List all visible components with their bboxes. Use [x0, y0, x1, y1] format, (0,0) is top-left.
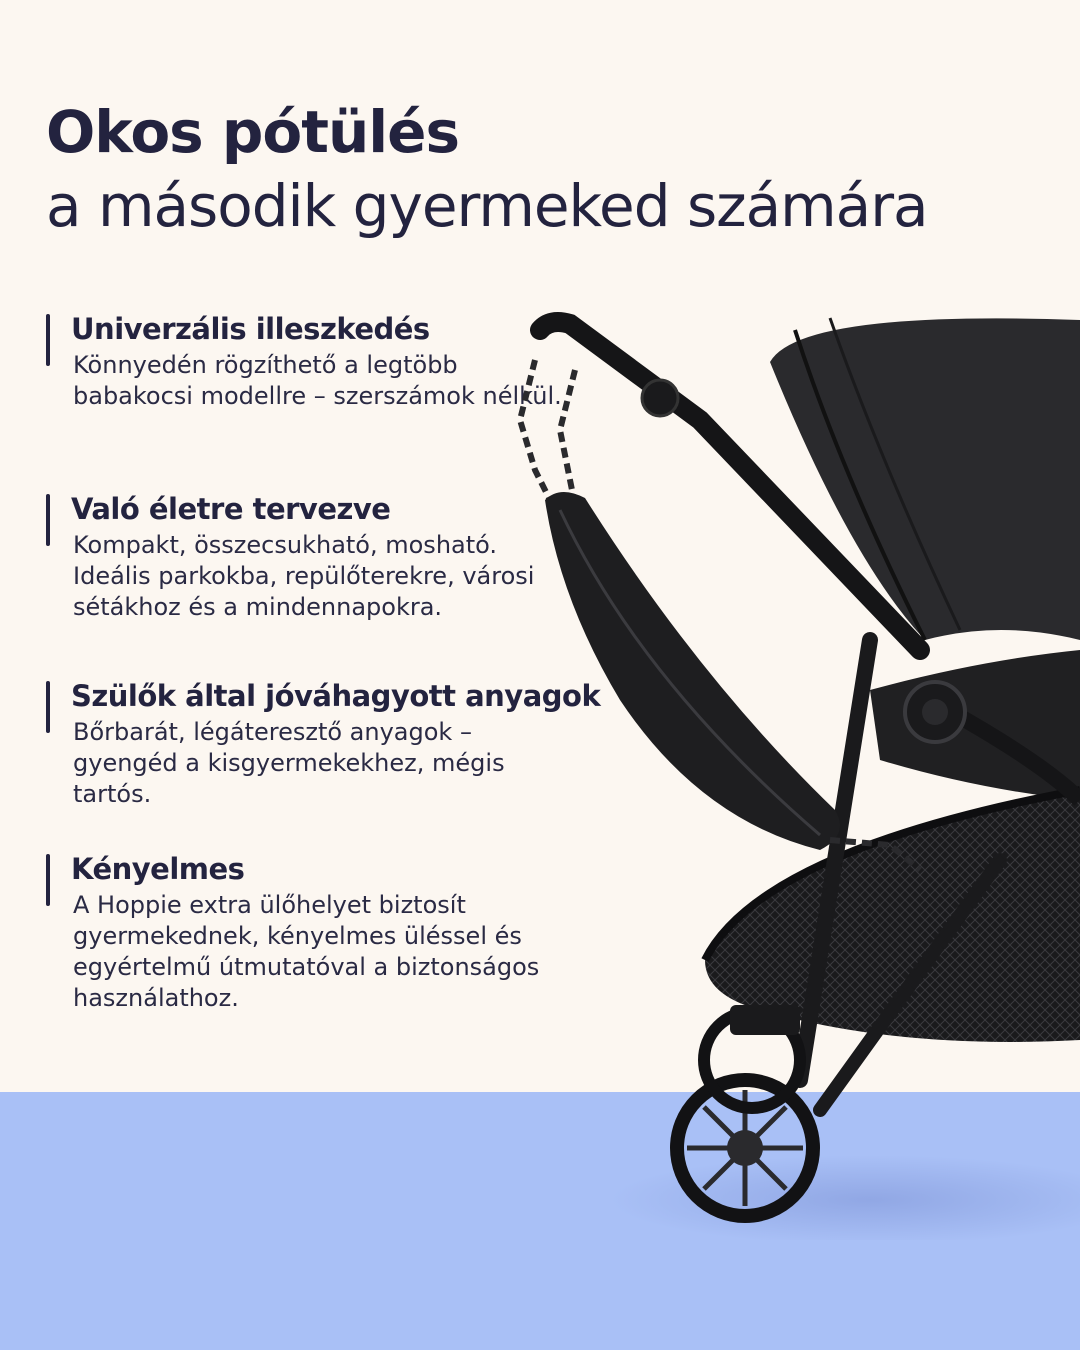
page-title: Okos pótülés: [46, 98, 460, 166]
chain-strap: [560, 370, 575, 505]
page-subtitle: a második gyermeked számára: [46, 172, 928, 240]
hinge: [642, 380, 678, 416]
feature-accent-bar: [46, 314, 50, 366]
stroller-with-seat-image: [490, 300, 1080, 1240]
feature-accent-bar: [46, 494, 50, 546]
chain-strap: [520, 360, 550, 500]
hanging-seat: [545, 492, 840, 850]
feature-text: Kompakt, összecsukható, mosható. Ideális parkokba, repülőterekre, városi sétákhoz és a mindennapokra.: [73, 531, 535, 621]
feature-text: Bőrbarát, légáteresztő anyagok – gyengéd a kisgyermekekhez, mégis tartós.: [73, 718, 505, 808]
feature-title: Univerzális illeszkedés: [71, 312, 430, 346]
feature-accent-bar: [46, 854, 50, 906]
feature-title: Szülők által jóváhagyott anyagok: [71, 679, 601, 713]
feature-text: A Hoppie extra ülőhelyet biztosít gyermekednek, kényelmes üléssel és egyértelmű útmutatóval a biztonságos használathoz.: [73, 891, 540, 1012]
feature-accent-bar: [46, 681, 50, 733]
wheel-fork: [730, 1005, 800, 1035]
feature-text: Könnyedén rögzíthető a legtöbb babakocsi modellre – szerszámok nélkül.: [73, 351, 562, 410]
feature-title: Kényelmes: [71, 852, 245, 886]
canopy: [770, 318, 1080, 640]
feature-title: Való életre tervezve: [71, 492, 391, 526]
